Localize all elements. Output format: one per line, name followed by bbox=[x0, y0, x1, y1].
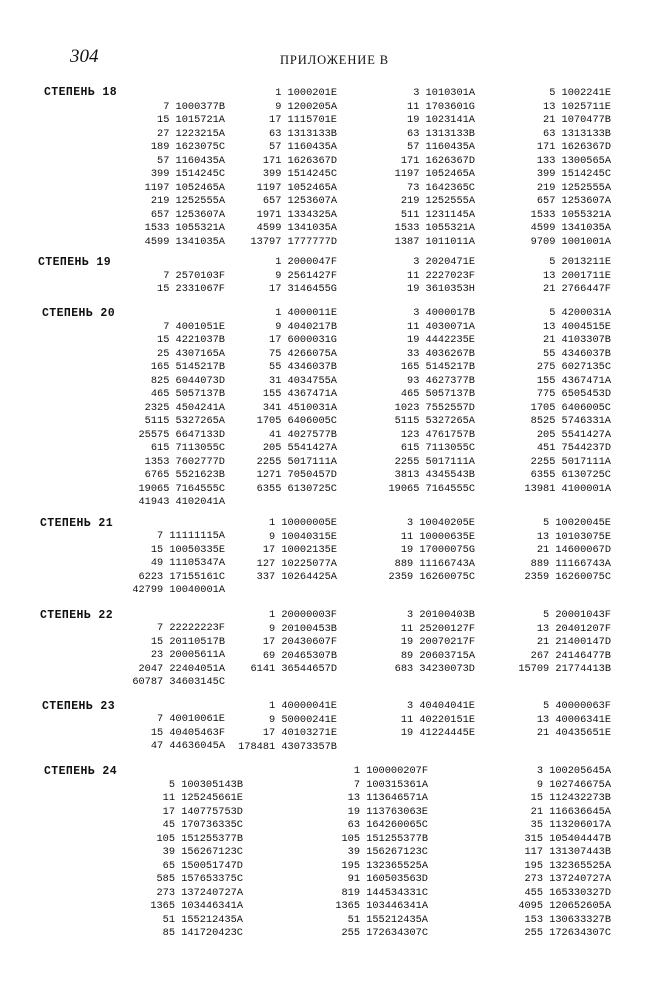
table-entry: 2255 5017111A bbox=[530, 455, 611, 468]
table-entry: 1365 103446341A bbox=[335, 900, 428, 912]
table-entry: 615 7113055C bbox=[400, 442, 475, 454]
table-entry: 42799 10040001A bbox=[132, 584, 225, 596]
table-entry: 17 40103271E bbox=[262, 727, 337, 739]
table-entry: 1353 7602777D bbox=[144, 455, 225, 468]
table-entry: 3 20100403B bbox=[407, 609, 475, 621]
table-entry: 153 130633327B bbox=[524, 913, 611, 926]
table-entry: 6141 36544657D bbox=[250, 663, 337, 675]
table-entry: 889 11166743A bbox=[530, 557, 611, 570]
table-entry: 1 2000047F bbox=[275, 256, 337, 268]
table-entry: 315 105404447B bbox=[524, 832, 611, 845]
table-entry: 219 1252555A bbox=[400, 195, 475, 207]
table-entry: 155 4367471A bbox=[536, 374, 611, 387]
page-number: 304 bbox=[70, 46, 99, 67]
table-entry: 273 137240727A bbox=[524, 873, 611, 885]
table-entry: 4599 1341035A bbox=[144, 235, 225, 248]
table-entry: 21 116636645A bbox=[530, 805, 611, 818]
table-column bbox=[269, 256, 337, 297]
table-entry: 19 113763063E bbox=[347, 805, 428, 818]
section-title: СТЕПЕНЬ 21 bbox=[40, 517, 114, 530]
table-column bbox=[157, 256, 225, 297]
table-column bbox=[518, 609, 611, 677]
table-entry: 27 1223215A bbox=[157, 127, 225, 140]
table-entry: 21 2766447F bbox=[543, 283, 611, 295]
table-entry: 33 4036267B bbox=[407, 347, 475, 360]
table-entry: 19065 7164555C bbox=[138, 482, 225, 495]
table-entry: 4599 1341035A bbox=[256, 222, 337, 234]
table-entry: 57 1160435A bbox=[407, 141, 475, 153]
table-entry: 55 4346037B bbox=[269, 361, 337, 373]
table-column bbox=[543, 256, 611, 297]
table-entry: 171 1626367D bbox=[536, 141, 611, 153]
table-entry: 9 10040315E bbox=[269, 530, 337, 543]
table-entry: 21 4103307B bbox=[543, 334, 611, 346]
table-column bbox=[395, 87, 475, 249]
table-entry: 7 11111115A bbox=[157, 530, 225, 542]
table-entry: 57 1160435A bbox=[157, 154, 225, 167]
table-entry: 511 1231145A bbox=[400, 208, 475, 221]
table-entry: 17 140775753D bbox=[162, 805, 243, 818]
table-entry: 1197 1052465A bbox=[394, 168, 475, 180]
table-entry bbox=[138, 307, 225, 321]
table-entry: 5 40000063F bbox=[543, 700, 611, 712]
table-entry: 337 10264425A bbox=[256, 571, 337, 583]
table-entry bbox=[150, 765, 243, 779]
section-title: СТЕПЕНЬ 20 bbox=[42, 307, 116, 320]
table-entry: 7 22222223F bbox=[157, 622, 225, 634]
table-entry: 273 137240727A bbox=[156, 886, 243, 899]
table-entry: 15 10050335E bbox=[150, 543, 225, 556]
table-entry: 171 1626367D bbox=[400, 154, 475, 167]
table-entry: 6355 6130725C bbox=[530, 469, 611, 481]
table-entry: 117 131307443B bbox=[524, 846, 611, 858]
table-entry: 4095 120652605A bbox=[518, 900, 611, 912]
table-entry: 1387 1011011A bbox=[394, 235, 475, 248]
table-entry: 13 2001711E bbox=[543, 269, 611, 282]
table-column bbox=[518, 765, 611, 941]
table-entry: 105 151255377B bbox=[341, 832, 428, 845]
table-entry: 8525 5746331A bbox=[530, 415, 611, 427]
table-entry: 13 20401207F bbox=[536, 622, 611, 635]
table-entry: 195 132365525A bbox=[524, 859, 611, 872]
table-entry: 63 1313133B bbox=[269, 127, 337, 140]
table-entry: 1971 1334325A bbox=[256, 208, 337, 221]
table-entry: 13797 1777777D bbox=[250, 235, 337, 248]
table-entry: 13981 4100001A bbox=[524, 482, 611, 495]
table-entry: 455 165330327D bbox=[524, 886, 611, 899]
table-entry: 41943 4102041A bbox=[138, 496, 225, 508]
table-entry: 5 1002241E bbox=[549, 87, 611, 99]
table-entry: 615 7113055C bbox=[150, 442, 225, 454]
table-entry: 11 2227023F bbox=[407, 269, 475, 282]
table-entry: 19 20070217F bbox=[400, 636, 475, 648]
table-entry: 255 172634307C bbox=[524, 927, 611, 939]
table-entry: 165 5145217B bbox=[400, 361, 475, 373]
table-column bbox=[138, 307, 225, 510]
table-entry: 51 155212435A bbox=[162, 913, 243, 926]
table-entry: 2047 22404051A bbox=[138, 662, 225, 675]
table-entry: 3 10040205E bbox=[407, 517, 475, 529]
table-entry: 47 44636045A bbox=[150, 740, 225, 752]
table-entry: 15 40405463F bbox=[150, 726, 225, 739]
table-entry: 9 2561427F bbox=[275, 269, 337, 282]
table-entry: 585 157653375C bbox=[156, 873, 243, 885]
table-entry: 205 5541427A bbox=[536, 428, 611, 441]
table-entry: 1533 1055321A bbox=[144, 222, 225, 234]
table-entry: 19 4442235E bbox=[407, 334, 475, 346]
table-entry: 91 160503563D bbox=[347, 873, 428, 885]
table-entry: 5 20001043F bbox=[543, 609, 611, 621]
table-entry: 3813 4345543B bbox=[394, 469, 475, 481]
table-entry: 1023 7552557D bbox=[394, 401, 475, 414]
section-title: СТЕПЕНЬ 22 bbox=[40, 609, 114, 622]
table-entry: 683 34230073D bbox=[394, 663, 475, 675]
table-entry bbox=[145, 87, 225, 101]
table-column bbox=[257, 307, 337, 496]
table-entry: 13 113646571A bbox=[347, 792, 428, 804]
table-entry: 6223 17155161C bbox=[138, 570, 225, 583]
table-entry: 13 4004515E bbox=[543, 320, 611, 333]
table-entry: 399 1514245C bbox=[536, 168, 611, 180]
table-entry: 7 100315361A bbox=[353, 778, 428, 791]
table-entry: 399 1514245C bbox=[150, 168, 225, 180]
section-title: СТЕПЕНЬ 18 bbox=[44, 86, 118, 99]
table-column bbox=[537, 700, 611, 741]
table-column bbox=[388, 307, 475, 496]
table-entry: 13 1025711E bbox=[543, 100, 611, 113]
table-entry: 15 1015721A bbox=[157, 114, 225, 126]
table-entry: 3 100205645A bbox=[536, 765, 611, 777]
table-entry: 17 6000031G bbox=[269, 334, 337, 346]
table-entry: 17 10002135E bbox=[262, 544, 337, 556]
table-column bbox=[150, 765, 243, 941]
table-entry: 11 40220151E bbox=[400, 713, 475, 726]
table-entry: 1 100000207F bbox=[353, 765, 428, 777]
table-entry: 1 1000201E bbox=[275, 87, 337, 99]
running-title: ПРИЛОЖЕНИЕ В bbox=[280, 53, 389, 67]
table-column bbox=[395, 609, 475, 677]
table-entry: 205 5541427A bbox=[262, 442, 337, 454]
table-entry: 60787 34603145C bbox=[132, 676, 225, 688]
table-entry: 7 4001051E bbox=[163, 320, 225, 333]
table-entry: 127 10225077A bbox=[256, 557, 337, 570]
table-entry: 5 4200031A bbox=[549, 307, 611, 319]
table-entry: 341 4510031A bbox=[262, 401, 337, 414]
table-column bbox=[524, 307, 611, 496]
table-entry: 17 20430607F bbox=[262, 636, 337, 648]
table-entry: 657 1253607A bbox=[262, 195, 337, 207]
table-entry: 889 11166743A bbox=[394, 557, 475, 570]
table-entry: 465 5057137B bbox=[400, 388, 475, 400]
table-entry: 171 1626367D bbox=[262, 154, 337, 167]
table-entry: 73 1642365C bbox=[407, 181, 475, 194]
table-entry: 3 2020471E bbox=[413, 256, 475, 268]
table-entry: 11 4030071A bbox=[407, 320, 475, 333]
table-entry: 275 6027135C bbox=[536, 361, 611, 373]
table-entry: 1533 1055321A bbox=[530, 208, 611, 221]
table-column bbox=[151, 713, 225, 754]
table-entry: 45 170736335C bbox=[162, 819, 243, 831]
table-column bbox=[401, 700, 475, 741]
table-entry: 11 25200127F bbox=[400, 622, 475, 635]
table-entry: 1197 1052465A bbox=[256, 181, 337, 194]
table-entry: 465 5057137B bbox=[150, 388, 225, 400]
table-entry: 63 1313133B bbox=[407, 127, 475, 140]
section-title: СТЕПЕНЬ 19 bbox=[38, 256, 112, 269]
table-entry: 9 4040217B bbox=[275, 320, 337, 333]
table-entry: 9 50000241E bbox=[269, 713, 337, 726]
table-entry: 155 4367471A bbox=[262, 388, 337, 400]
table-entry: 49 11105347A bbox=[150, 557, 225, 569]
table-entry: 15 2331067F bbox=[157, 283, 225, 295]
table-entry: 17 1115701E bbox=[269, 114, 337, 126]
table-entry: 1 20000003F bbox=[269, 609, 337, 621]
table-entry: 775 6505453D bbox=[536, 388, 611, 400]
table-entry: 19065 7164555C bbox=[388, 482, 475, 495]
table-entry: 65 150051747D bbox=[162, 859, 243, 872]
table-entry: 3 1010301A bbox=[413, 87, 475, 99]
table-entry: 2255 5017111A bbox=[394, 455, 475, 468]
table-entry: 1705 6406005C bbox=[256, 415, 337, 427]
section-title: СТЕПЕНЬ 24 bbox=[44, 765, 118, 778]
table-column bbox=[145, 87, 225, 249]
table-entry: 6355 6130725C bbox=[256, 482, 337, 495]
table-entry: 15 112432273B bbox=[530, 792, 611, 804]
table-entry: 89 20603715A bbox=[400, 649, 475, 662]
table-entry: 267 24146477B bbox=[530, 649, 611, 662]
table-entry: 13 10103075E bbox=[536, 530, 611, 543]
table-entry: 5115 5327265A bbox=[144, 415, 225, 427]
table-entry: 93 4627377B bbox=[407, 374, 475, 387]
table-entry: 31 4034755A bbox=[269, 374, 337, 387]
table-entry: 1197 1052465A bbox=[144, 181, 225, 194]
table-entry: 17 3146455G bbox=[269, 283, 337, 295]
table-entry: 19 1023141A bbox=[407, 114, 475, 126]
table-entry: 195 132365525A bbox=[341, 859, 428, 872]
table-entry: 19 3610353H bbox=[407, 283, 475, 295]
table-entry: 819 144534331C bbox=[341, 886, 428, 899]
table-column bbox=[524, 517, 611, 585]
table-entry bbox=[157, 256, 225, 270]
table-entry: 39 156267123C bbox=[347, 846, 428, 858]
table-column bbox=[531, 87, 611, 249]
table-entry: 15 4221037B bbox=[157, 334, 225, 346]
table-entry: 133 1300565A bbox=[536, 154, 611, 167]
table-entry: 123 4761757B bbox=[400, 428, 475, 441]
table-entry: 3 40404041E bbox=[407, 700, 475, 712]
table-entry: 7 40010061E bbox=[157, 713, 225, 725]
table-entry: 63 164260065C bbox=[347, 819, 428, 831]
table-entry: 5 100305143B bbox=[168, 778, 243, 791]
table-entry: 9 102746675A bbox=[536, 778, 611, 791]
table-entry: 657 1253607A bbox=[536, 195, 611, 207]
table-entry: 5 2013211E bbox=[549, 256, 611, 268]
table-entry: 15 20110517B bbox=[150, 635, 225, 648]
table-entry: 1271 7050457D bbox=[256, 469, 337, 481]
table-entry: 1533 1055321A bbox=[394, 222, 475, 234]
table-entry: 35 113206017A bbox=[530, 819, 611, 831]
table-entry: 7 1000377B bbox=[163, 100, 225, 113]
table-column bbox=[407, 256, 475, 297]
section-title: СТЕПЕНЬ 23 bbox=[42, 700, 116, 713]
table-entry: 9 20100453B bbox=[269, 622, 337, 635]
table-column bbox=[388, 517, 475, 585]
table-entry: 25575 6647133D bbox=[138, 428, 225, 441]
table-entry: 39 156267123C bbox=[162, 846, 243, 858]
table-entry: 657 1253607A bbox=[150, 208, 225, 221]
table-entry: 5115 5327265A bbox=[394, 415, 475, 427]
table-entry: 21 1070477B bbox=[543, 114, 611, 126]
table-entry: 11 125245661E bbox=[162, 792, 243, 804]
table-entry: 6765 5521623B bbox=[144, 469, 225, 481]
table-entry: 57 1160435A bbox=[269, 141, 337, 153]
table-entry: 178481 43073357B bbox=[238, 740, 337, 753]
table-entry: 63 1313133B bbox=[543, 127, 611, 140]
table-entry: 219 1252555A bbox=[150, 195, 225, 207]
table-entry: 189 1623075C bbox=[150, 141, 225, 153]
table-entry: 105 151255377B bbox=[156, 832, 243, 845]
table-column bbox=[335, 765, 428, 941]
table-entry: 1365 103446341A bbox=[150, 900, 243, 912]
table-entry: 451 7544237D bbox=[536, 442, 611, 454]
table-entry: 11 1703601G bbox=[407, 100, 475, 113]
table-entry: 85 141720423C bbox=[162, 927, 243, 939]
table-column bbox=[238, 700, 337, 754]
table-entry: 5 10020045E bbox=[543, 517, 611, 529]
table-entry: 255 172634307C bbox=[341, 927, 428, 939]
table-column bbox=[250, 87, 337, 249]
table-entry: 21 14600067D bbox=[536, 544, 611, 556]
table-entry: 1 40000041E bbox=[269, 700, 337, 712]
table-entry: 165 5145217B bbox=[150, 361, 225, 373]
table-entry: 7 2570103F bbox=[163, 269, 225, 282]
table-column bbox=[250, 609, 337, 677]
table-entry: 9 1200205A bbox=[275, 100, 337, 113]
table-column bbox=[257, 517, 337, 585]
table-entry: 2359 16260075C bbox=[524, 571, 611, 583]
table-entry: 55 4346037B bbox=[543, 347, 611, 360]
table-entry: 1 4000011E bbox=[275, 307, 337, 319]
table-entry: 13 40006341E bbox=[536, 713, 611, 726]
table-entry: 19 17000075G bbox=[400, 544, 475, 556]
table-entry: 75 4266075A bbox=[269, 347, 337, 360]
table-entry: 4599 1341035A bbox=[530, 222, 611, 234]
table-entry: 23 20005611A bbox=[150, 649, 225, 661]
table-entry: 399 1514245C bbox=[262, 168, 337, 180]
table-entry: 41 4027577B bbox=[269, 428, 337, 441]
table-entry: 2359 16260075C bbox=[388, 571, 475, 583]
table-entry: 21 40435651E bbox=[536, 727, 611, 739]
table-entry: 51 155212435A bbox=[347, 913, 428, 926]
table-entry: 9709 1001001A bbox=[530, 235, 611, 248]
table-entry: 2255 5017111A bbox=[256, 455, 337, 468]
table-column bbox=[132, 530, 225, 598]
table-entry: 825 6044073D bbox=[150, 374, 225, 387]
table-entry: 219 1252555A bbox=[536, 181, 611, 194]
table-entry: 2325 4504241A bbox=[144, 401, 225, 414]
table-entry: 1705 6406005C bbox=[530, 401, 611, 414]
table-column bbox=[132, 622, 225, 690]
table-entry: 25 4307165A bbox=[157, 347, 225, 360]
table-entry: 19 41224445E bbox=[400, 727, 475, 739]
table-entry: 1 10000005E bbox=[269, 517, 337, 529]
table-entry: 15709 21774413B bbox=[518, 663, 611, 675]
table-entry: 3 4000017B bbox=[413, 307, 475, 319]
table-entry: 21 21400147D bbox=[536, 636, 611, 648]
table-entry: 69 20465307B bbox=[262, 649, 337, 662]
table-entry: 11 10000635E bbox=[400, 530, 475, 543]
